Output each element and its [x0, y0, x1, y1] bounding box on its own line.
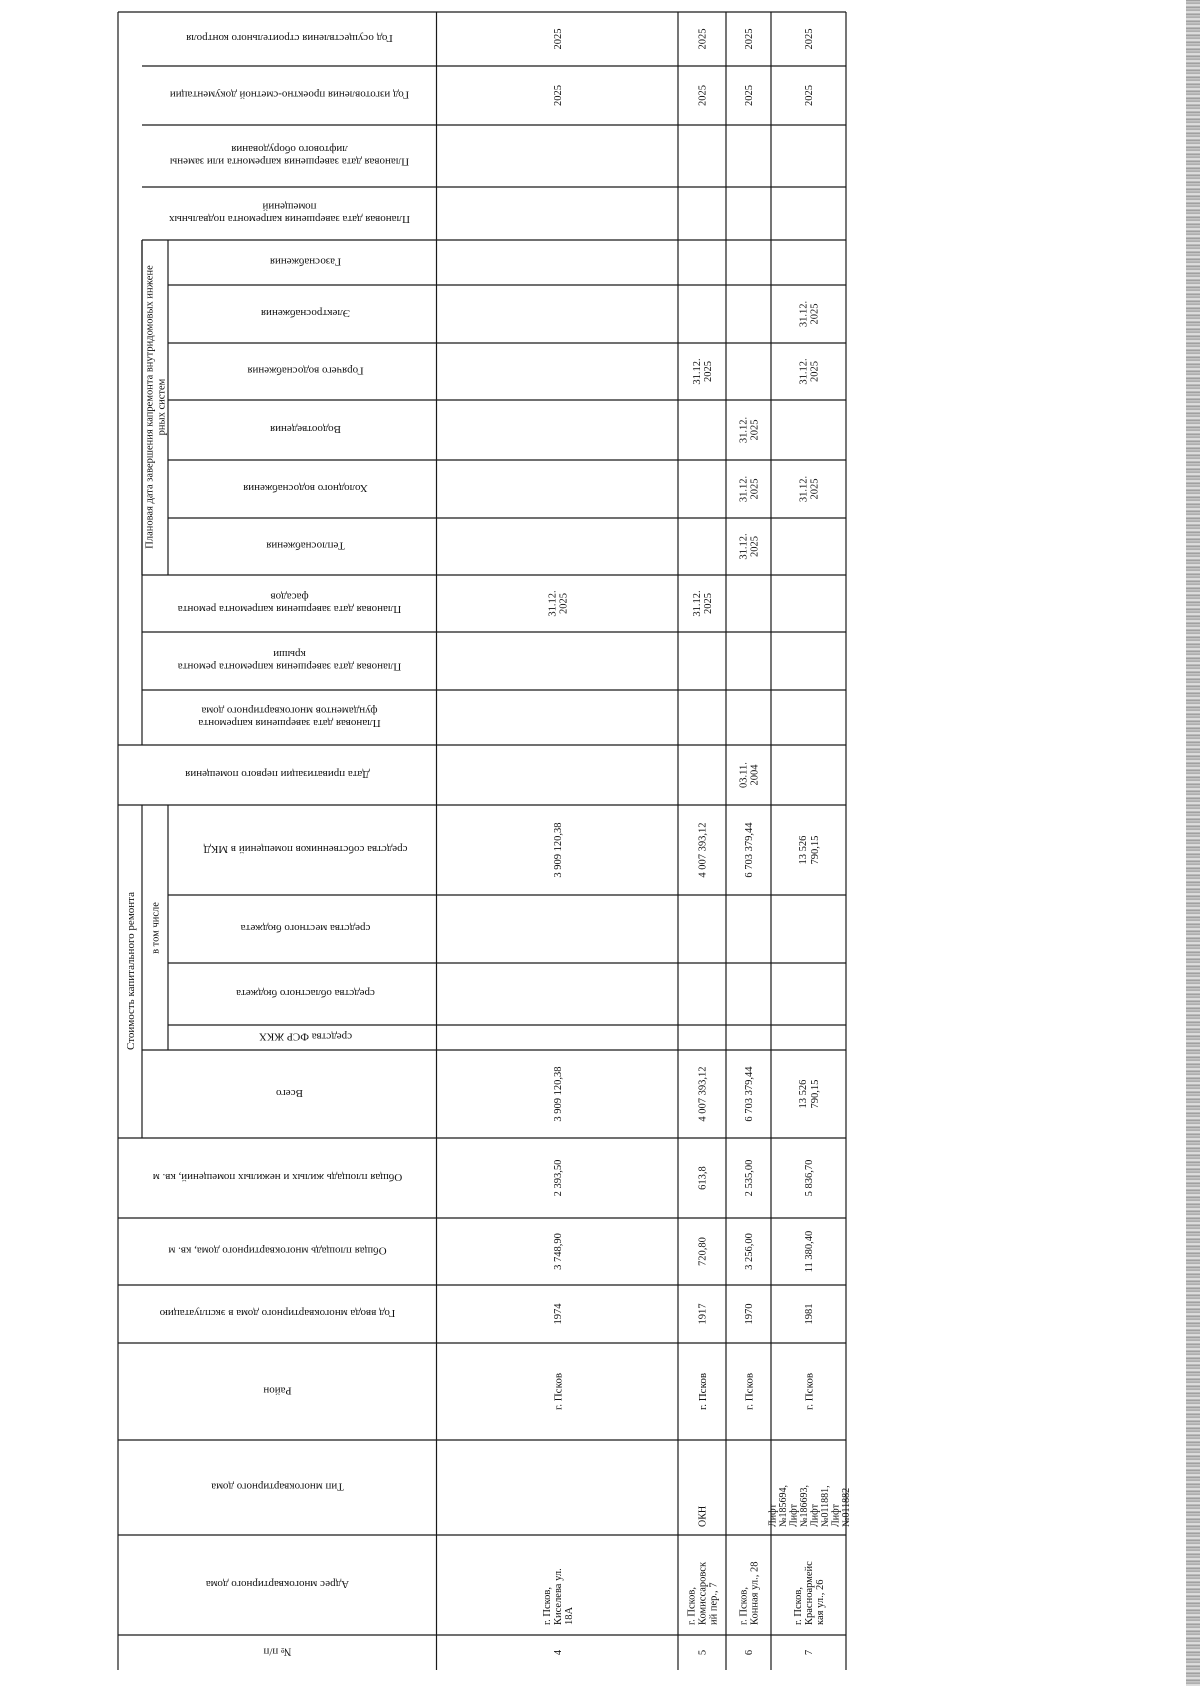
- fund-regional-header: средства областного бюджета: [236, 987, 375, 1000]
- fund-owners-header: средства собственников помещений в МКД: [203, 843, 408, 856]
- foundation-header: Плановая дата завершения капремонтафундаментов многоквартирного дома: [198, 704, 381, 729]
- cost-group-title: Стоимость капитального ремонта: [124, 892, 137, 1050]
- row-4-address: г. Псков,Киселева ул.18А: [542, 1568, 576, 1625]
- row-5-owners: 4 007 393,12: [697, 822, 709, 878]
- row-4-facade: 31.12.2025: [547, 590, 570, 617]
- row-6-house: 3 256,00: [744, 1233, 756, 1270]
- row-5-address: г. Псков,Комиссаровский пер., 7: [686, 1561, 720, 1625]
- row-7-cold: 31.12.2025: [798, 475, 821, 503]
- row-7-address: г. Псков,Красноармейская ул., 26: [793, 1561, 827, 1625]
- row-5-no: 5: [697, 1649, 709, 1656]
- row-7-total: 13 526790,15: [798, 1079, 822, 1109]
- row-7-prem: 5 836,70: [804, 1159, 816, 1197]
- row-4-owners: 3 909 120,38: [553, 822, 565, 878]
- cost-total-header: Всего: [276, 1087, 303, 1100]
- row-7-type: Лифт№185694,Лифт№186693,Лифт№011881,Лифт№011882: [767, 1484, 852, 1527]
- row-4-district: г. Псков: [552, 1372, 565, 1411]
- row-5-year: 1917: [697, 1303, 709, 1325]
- row-4-control: 2025: [553, 28, 565, 50]
- row-6-no: 6: [744, 1649, 756, 1656]
- district-header: Район: [263, 1384, 292, 1397]
- row-7-year: 1981: [804, 1303, 816, 1325]
- row-7-electric: 31.12.2025: [798, 300, 821, 328]
- row-5-hot: 31.12.2025: [692, 358, 715, 385]
- hot-water-header: Горячего водоснабжения: [247, 364, 364, 377]
- row-4-year: 1974: [553, 1303, 565, 1325]
- row-5-prem: 613,8: [697, 1166, 709, 1190]
- row-7-design: 2025: [804, 85, 816, 106]
- row-5-district: г. Псков: [696, 1372, 709, 1411]
- area-house-header: Общая площадь многоквартирного дома, кв. м: [168, 1244, 387, 1257]
- fund-local-header: средства местного бюджета: [240, 922, 371, 935]
- row-6-year: 1970: [744, 1303, 756, 1325]
- electric-header: Электроснабжения: [260, 307, 351, 320]
- row-6-owners: 6 703 379,44: [744, 822, 756, 878]
- table-grid: [118, 12, 846, 1670]
- design-year-header: Год изготовления проектно-сметной документации: [169, 88, 410, 101]
- row-6-address: г. Псков,Конная ул., 28: [738, 1561, 761, 1625]
- area-premises-header: Общая площадь жилых и нежилых помещений, кв. м: [152, 1171, 403, 1184]
- row-7-house: 11 380,40: [804, 1230, 816, 1273]
- cold-water-header: Холодного водоснабжения: [243, 482, 368, 495]
- lift-header: Плановая дата завершения капремонта или заменылифтового оборудования: [169, 142, 410, 168]
- row-6-design: 2025: [744, 85, 756, 106]
- year-header: Год ввода многоквартирного дома в эксплуатацию: [159, 1307, 396, 1320]
- row-6-heat: 31.12.2025: [738, 533, 761, 560]
- row-6-priv: 03.11.2004: [738, 762, 761, 788]
- facade-header: Плановая дата завершения капремонта ремонтафасадов: [177, 590, 402, 615]
- row-6-total: 6 703 379,44: [744, 1066, 756, 1122]
- row-6-district: г. Псков: [743, 1372, 756, 1411]
- in-that-number-title: в том числе: [150, 902, 162, 954]
- scan-edge: [1186, 0, 1200, 1686]
- engineering-group-title: Плановая дата завершения капремонта внутридомовых инженерных систем: [144, 265, 168, 549]
- row-5-house: 720,80: [697, 1237, 709, 1266]
- privatization-header: Дата приватизации первого помещения: [185, 768, 370, 781]
- row-7-control: 2025: [804, 28, 816, 50]
- row-5-facade: 31.12.2025: [692, 590, 715, 617]
- sewer-header: Водоотведения: [270, 423, 341, 436]
- row-4-design: 2025: [553, 85, 565, 106]
- gas-header: Газоснабжения: [269, 255, 342, 268]
- row-4-prem: 2 393,50: [553, 1159, 565, 1197]
- row-no-header: № п/п: [263, 1645, 292, 1658]
- heat-header: Теплоснабжения: [266, 539, 345, 552]
- table-texts: [125, 29, 852, 1658]
- row-5-control: 2025: [697, 28, 709, 50]
- row-4-no: 4: [553, 1649, 565, 1656]
- row-6-control: 2025: [744, 28, 756, 50]
- row-7-hot: 31.12.2025: [798, 358, 821, 385]
- address-header: Адрес многоквартирного дома: [205, 1578, 350, 1591]
- row-6-prem: 2 535,00: [744, 1159, 756, 1197]
- basement-header: Плановая дата завершения капремонта подвальныхпомещений: [169, 200, 410, 225]
- row-4-total: 3 909 120,38: [553, 1066, 565, 1122]
- row-7-owners: 13 526790,15: [798, 835, 822, 865]
- row-7-district: г. Псков: [803, 1372, 816, 1411]
- row-6-cold: 31.12.2025: [738, 475, 761, 503]
- control-year-header: Год осуществления строительного контроля: [186, 32, 393, 45]
- fund-fsr-header: средства ФСР ЖКХ: [258, 1030, 353, 1043]
- roof-header: Плановая дата завершения капремонта ремонтакрыши: [177, 647, 402, 673]
- row-5-total: 4 007 393,12: [697, 1066, 709, 1122]
- row-4-house: 3 748,90: [553, 1233, 565, 1270]
- row-5-type: ОКН: [697, 1505, 709, 1527]
- row-6-sewer: 31.12.2025: [738, 416, 761, 444]
- house-type-header: Тип многоквартирного дома: [211, 1480, 344, 1493]
- row-7-no: 7: [804, 1649, 816, 1656]
- row-5-design: 2025: [697, 85, 709, 106]
